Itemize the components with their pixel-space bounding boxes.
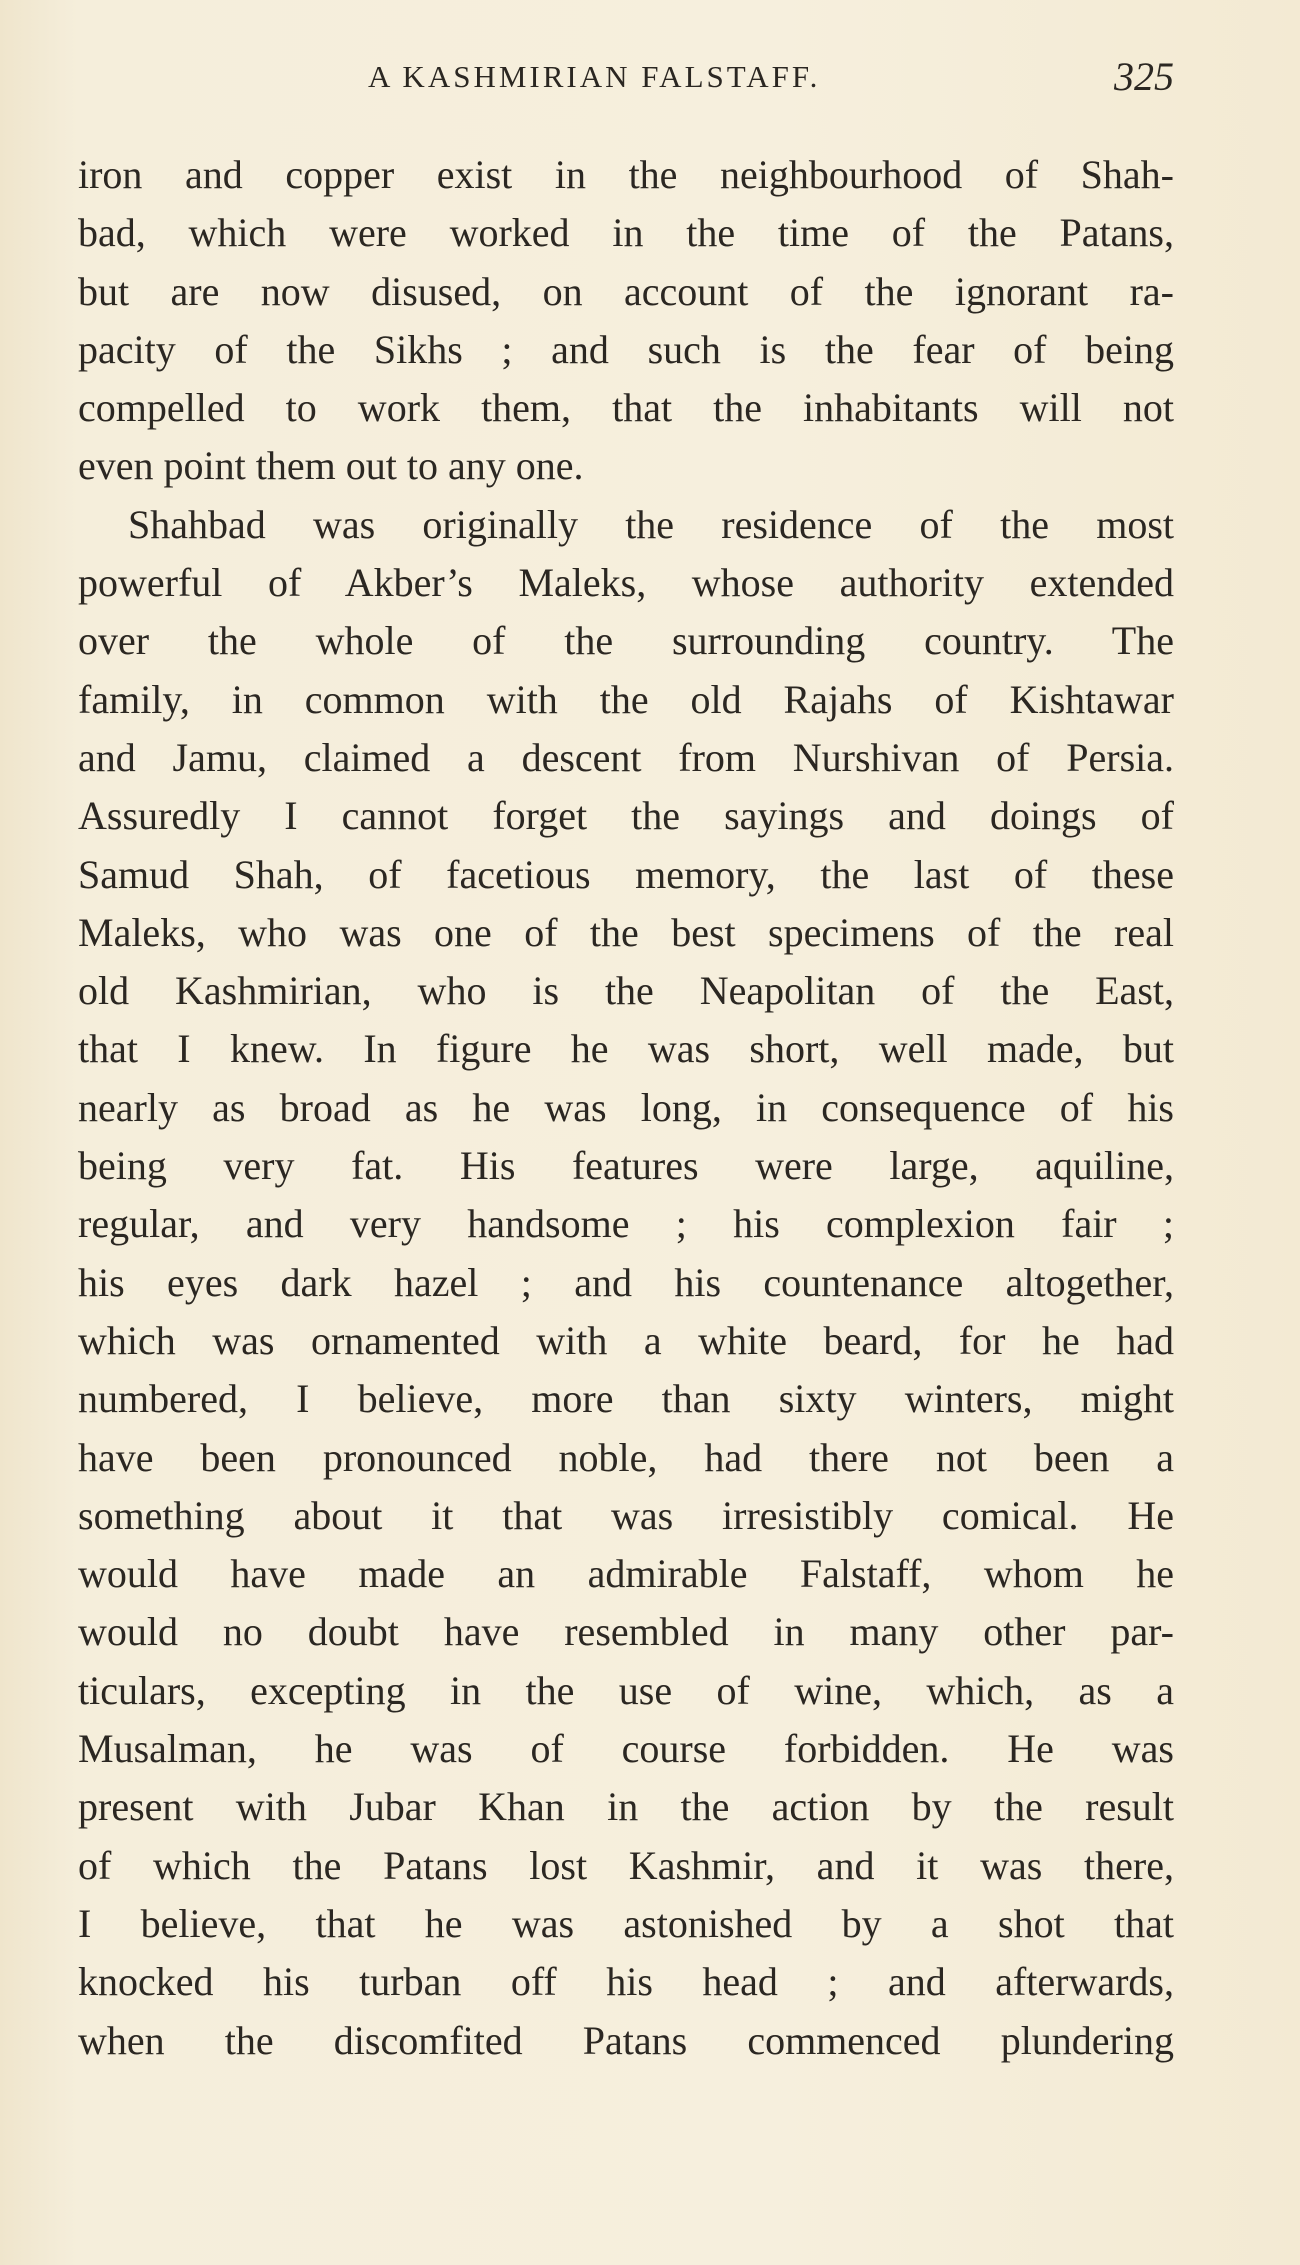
text-line: which was ornamented with a white beard, for he had xyxy=(78,1317,1174,1363)
text-line: powerful of Akber’s Maleks, whose authority extended xyxy=(78,560,1174,606)
text-line: pacity of the Sikhs ; and such is the fear of being xyxy=(78,326,1174,372)
text-line: regular, and very handsome ; his complexion fair ; xyxy=(78,1201,1174,1247)
text-line: Assuredly I cannot forget the sayings and doings of xyxy=(78,793,1174,839)
text-line: Samud Shah, of facetious memory, the last of these xyxy=(78,851,1174,897)
text-line: would no doubt have resembled in many other par- xyxy=(78,1609,1174,1655)
paragraph-1 xyxy=(78,146,1174,496)
text-line: old Kashmirian, who is the Neapolitan of the East, xyxy=(78,968,1174,1014)
text-line: ticulars, excepting in the use of wine, which, as a xyxy=(78,1667,1174,1713)
text-line: when the discomfited Patans commenced plundering xyxy=(78,2017,1174,2063)
text-line: being very fat. His features were large, aquiline, xyxy=(78,1143,1174,1189)
body-text xyxy=(78,146,1174,2070)
text-line: knocked his turban off his head ; and afterwards, xyxy=(78,1959,1174,2005)
text-line: but are now disused, on account of the ignorant ra- xyxy=(78,268,1174,314)
text-line: his eyes dark hazel ; and his countenance altogether, xyxy=(78,1259,1174,1305)
text-line: of which the Patans lost Kashmir, and it was there, xyxy=(78,1842,1174,1888)
text-line: would have made an admirable Falstaff, whom he xyxy=(78,1551,1174,1597)
paragraph-2 xyxy=(78,496,1174,2070)
text-line: present with Jubar Khan in the action by the result xyxy=(78,1784,1174,1830)
text-line: bad, which were worked in the time of the Patans, xyxy=(78,210,1174,256)
text-line: something about it that was irresistibly comical. He xyxy=(78,1492,1174,1538)
running-head xyxy=(78,52,1174,102)
text-line: Shahbad was originally the residence of the most xyxy=(128,501,1174,547)
text-line: that I knew. In figure he was short, well made, but xyxy=(78,1026,1174,1072)
text-line: family, in common with the old Rajahs of Kishtawar xyxy=(78,676,1174,722)
text-line: Musalman, he was of course forbidden. He was xyxy=(78,1726,1174,1772)
running-title: A KASHMIRIAN FALSTAFF. xyxy=(368,59,821,94)
text-line: numbered, I believe, more than sixty winters, might xyxy=(78,1376,1174,1422)
text-line: iron and copper exist in the neighbourhood of Shah- xyxy=(78,152,1174,197)
text-line: have been pronounced noble, had there not been a xyxy=(78,1434,1174,1480)
text-line: I believe, that he was astonished by a shot that xyxy=(78,1900,1174,1946)
page-number: 325 xyxy=(1114,54,1174,99)
text-line: and Jamu, claimed a descent from Nurshivan of Persia. xyxy=(78,734,1174,780)
text-line: over the whole of the surrounding country. The xyxy=(78,618,1174,664)
text-line: even point them out to any one. xyxy=(78,443,584,489)
text-line: compelled to work them, that the inhabitants will not xyxy=(78,385,1174,431)
text-line: nearly as broad as he was long, in consequence of his xyxy=(78,1084,1174,1130)
text-line: Maleks, who was one of the best specimens of the real xyxy=(78,909,1174,955)
